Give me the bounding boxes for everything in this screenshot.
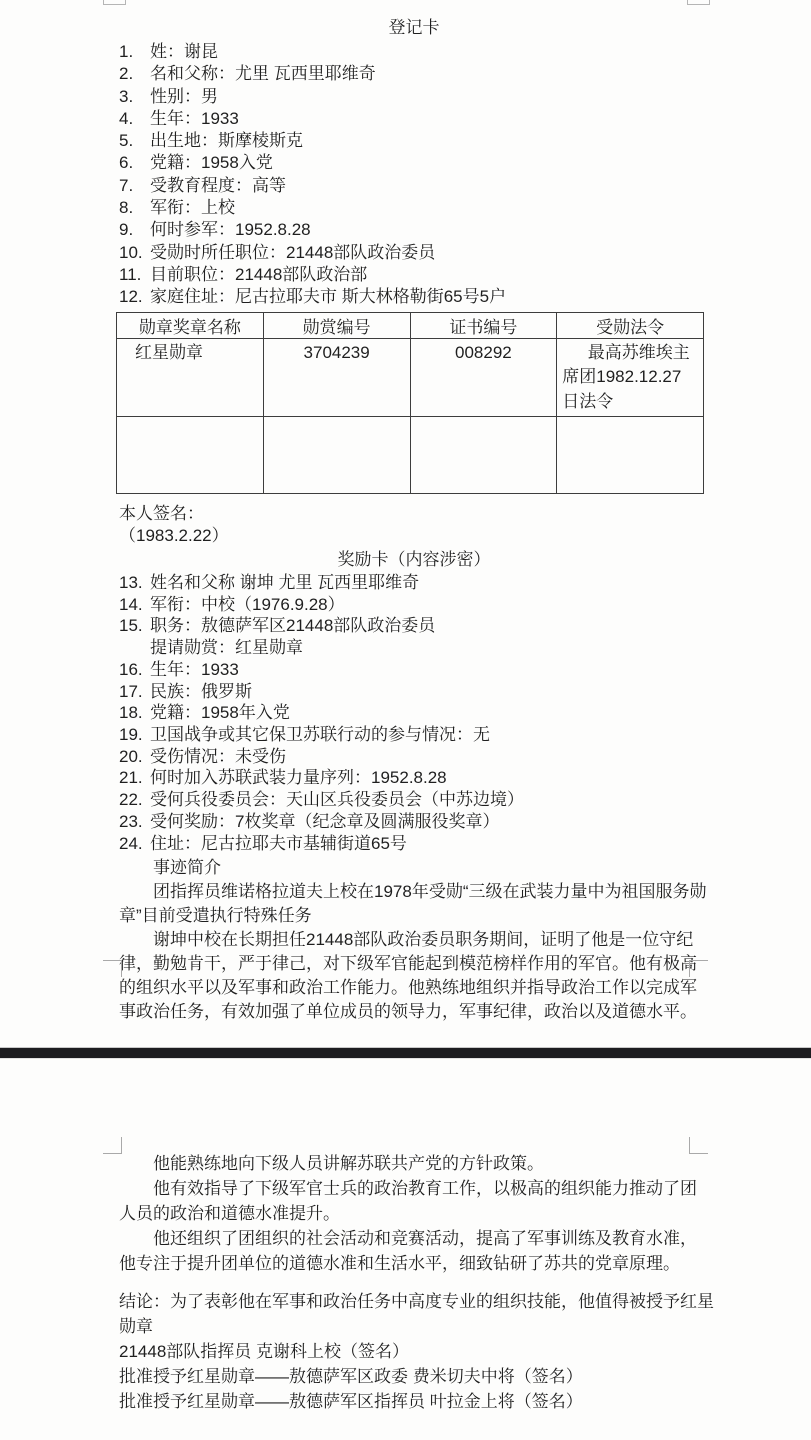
item-text: 性别：男 xyxy=(150,86,218,106)
item-number: 5. xyxy=(119,131,134,151)
item-text: 出生地：斯摩棱斯克 xyxy=(150,131,303,151)
signature-date: （1983.2.22） xyxy=(119,526,229,546)
item-number: 13. xyxy=(119,573,143,593)
item-text: 受伤情况：未受伤 xyxy=(150,746,286,766)
item-number: 6. xyxy=(119,153,134,173)
page-1 xyxy=(119,15,709,1024)
list-item xyxy=(119,594,709,616)
list-item xyxy=(119,264,709,286)
item-text: 家庭住址：尼古拉耶夫市 斯大林格勒街65号5户 xyxy=(150,287,507,307)
item-number: 11. xyxy=(119,264,142,284)
medal-name-cell xyxy=(117,417,264,494)
medals-table-row xyxy=(117,417,704,494)
item-text: 姓名和父称 谢坤 尤里 瓦西里耶维奇 xyxy=(150,573,420,593)
item-text: 军衔：中校（1976.9.28） xyxy=(150,594,345,614)
item-number: 10. xyxy=(119,242,143,262)
item-text: 提请勋赏：红星勋章 xyxy=(150,638,303,658)
item-number: 2. xyxy=(119,64,134,84)
list-item xyxy=(119,286,709,308)
medals-table xyxy=(116,312,704,495)
item-number: 4. xyxy=(119,108,134,128)
item-number: 15. xyxy=(119,616,143,636)
award-card-title: 奖励卡（内容涉密） xyxy=(337,550,491,570)
medals-table-header-cell: 勋赏编号 xyxy=(263,312,410,338)
signature-block xyxy=(119,503,709,547)
list-item xyxy=(119,767,709,789)
decree-cell xyxy=(557,417,704,494)
list-item xyxy=(119,659,709,681)
margin-corner-mark xyxy=(103,960,122,977)
list-item xyxy=(119,811,709,833)
top-edge-mark xyxy=(103,0,126,5)
list-item xyxy=(119,108,709,130)
medal-name-cell: 红星勋章 xyxy=(117,338,264,417)
decree-cell: 最高苏维埃主席团1982.12.27日法令 xyxy=(557,338,704,417)
certificate-number-cell: 008292 xyxy=(410,338,557,417)
list-item xyxy=(119,63,709,85)
certificate-number-cell xyxy=(410,417,557,494)
item-text: 党籍：1958年入党 xyxy=(150,703,290,723)
award-number-cell xyxy=(263,417,410,494)
item-text: 职务：敖德萨军区21448部队政治委员 xyxy=(150,616,436,636)
list-item xyxy=(119,152,709,174)
body-paragraph: 他还组织了团组织的社会活动和竞赛活动，提高了军事训练及教育水准，他专注于提升团单位的道德水准和生活水平，细致钻研了苏共的党章原理。 xyxy=(119,1229,697,1273)
approval-signature-lines xyxy=(119,1339,709,1415)
item-number: 22. xyxy=(119,790,143,810)
list-item xyxy=(119,637,709,659)
item-text: 姓：谢昆 xyxy=(150,42,218,61)
award-card-list xyxy=(119,572,709,854)
item-number: 7. xyxy=(119,175,134,195)
list-item xyxy=(119,242,709,264)
list-item xyxy=(119,197,709,219)
page-separator-bar xyxy=(0,1047,811,1059)
deeds-paragraph: 谢坤中校在长期担任21448部队政治委员职务期间，证明了他是一位守纪律，勤勉肯干，严于律己，对下级军官能起到模范榜样作用的军官。他有极高的组织水平以及军事和政治工作能力。他熟练地组织并指导政治工作以完成军事政治任务，有效加强了单位成员的领导力，军事纪律，政治以及道德水平。 xyxy=(119,930,697,1022)
item-text: 住址：尼古拉耶夫市基辅街道65号 xyxy=(150,833,407,853)
item-text: 受勋时所任职位：21448部队政治委员 xyxy=(150,242,436,262)
deeds-section xyxy=(119,856,709,1024)
list-item xyxy=(119,615,709,637)
signature-label: 本人签名： xyxy=(119,504,204,524)
list-item xyxy=(119,681,709,703)
body-paragraph: 他能熟练地向下级人员讲解苏联共产党的方针政策。 xyxy=(153,1154,544,1173)
item-number: 12. xyxy=(119,287,143,307)
page-2 xyxy=(119,1151,714,1415)
medals-table-header-cell: 证书编号 xyxy=(410,312,557,338)
list-item xyxy=(119,702,709,724)
signature-line: 21448部队指挥员 克谢科上校（签名） xyxy=(119,1342,409,1361)
item-text: 军衔：上校 xyxy=(150,198,235,218)
item-text: 党籍：1958入党 xyxy=(150,153,273,173)
medals-table-header-cell: 勋章奖章名称 xyxy=(117,312,264,338)
item-text: 何时加入苏联武装力量序列：1952.8.28 xyxy=(150,768,447,788)
list-item xyxy=(119,219,709,241)
item-text: 民族：俄罗斯 xyxy=(150,681,252,701)
item-text: 生年：1933 xyxy=(150,108,239,128)
list-item xyxy=(119,86,709,108)
margin-corner-mark xyxy=(689,960,708,977)
list-item xyxy=(119,572,709,594)
medals-table-body xyxy=(117,338,704,494)
list-item xyxy=(119,130,709,152)
item-number: 19. xyxy=(119,724,143,744)
award-number-cell: 3704239 xyxy=(263,338,410,417)
signature-line: 批准授予红星勋章——敖德萨军区政委 费米切夫中将（签名） xyxy=(119,1367,583,1387)
item-text: 卫国战争或其它保卫苏联行动的参与情况：无 xyxy=(150,724,490,744)
item-text: 何时参军：1952.8.28 xyxy=(150,220,311,240)
body-paragraph: 他有效指导了下级军官士兵的政治教育工作，以极高的组织能力推动了团人员的政治和道德水准提升。 xyxy=(119,1179,697,1223)
registration-card-title: 登记卡 xyxy=(388,18,440,37)
page2-paragraphs xyxy=(119,1151,709,1276)
item-text: 受何奖励：7枚奖章（纪念章及圆满服役奖章） xyxy=(150,811,500,831)
item-number: 8. xyxy=(119,198,134,218)
item-number: 16. xyxy=(119,659,143,679)
item-number: 17. xyxy=(119,681,143,701)
item-number: 24. xyxy=(119,833,143,853)
medals-table-row xyxy=(117,338,704,417)
item-number: 18. xyxy=(119,703,143,723)
item-number: 23. xyxy=(119,811,143,831)
item-text: 受教育程度：高等 xyxy=(150,175,286,195)
list-item xyxy=(119,724,709,746)
conclusion-paragraph: 结论：为了表彰他在军事和政治任务中高度专业的组织技能，他值得被授予红星勋章 xyxy=(119,1292,714,1336)
list-item xyxy=(119,746,709,768)
item-number: 21. xyxy=(119,768,143,788)
medals-table-header-cell: 受勋法令 xyxy=(557,312,704,338)
deeds-heading: 事迹简介 xyxy=(153,858,221,878)
top-edge-mark xyxy=(687,0,710,5)
medals-table-header-row xyxy=(117,312,704,338)
deeds-paragraph: 团指挥员维诺格拉道夫上校在1978年受勋“三级在武装力量中为祖国服务勋章”目前受遣执行特殊任务 xyxy=(119,882,707,926)
list-item xyxy=(119,175,709,197)
list-item xyxy=(119,789,709,811)
item-text: 目前职位：21448部队政治部 xyxy=(150,264,368,284)
list-item xyxy=(119,41,709,63)
item-number: 9. xyxy=(119,220,134,240)
item-number: 20. xyxy=(119,746,143,766)
list-item xyxy=(119,833,709,855)
deeds-paragraphs xyxy=(119,880,709,1024)
signature-line: 批准授予红星勋章——敖德萨军区指挥员 叶拉金上将（签名） xyxy=(119,1392,583,1412)
item-number: 1. xyxy=(119,42,134,61)
registration-list xyxy=(119,41,709,309)
item-text: 生年：1933 xyxy=(150,659,239,679)
item-text: 受何兵役委员会：天山区兵役委员会（中苏边境） xyxy=(150,790,524,810)
item-text: 名和父称：尤里 瓦西里耶维奇 xyxy=(150,64,376,84)
item-number: 3. xyxy=(119,86,134,106)
item-number: 14. xyxy=(119,594,143,614)
